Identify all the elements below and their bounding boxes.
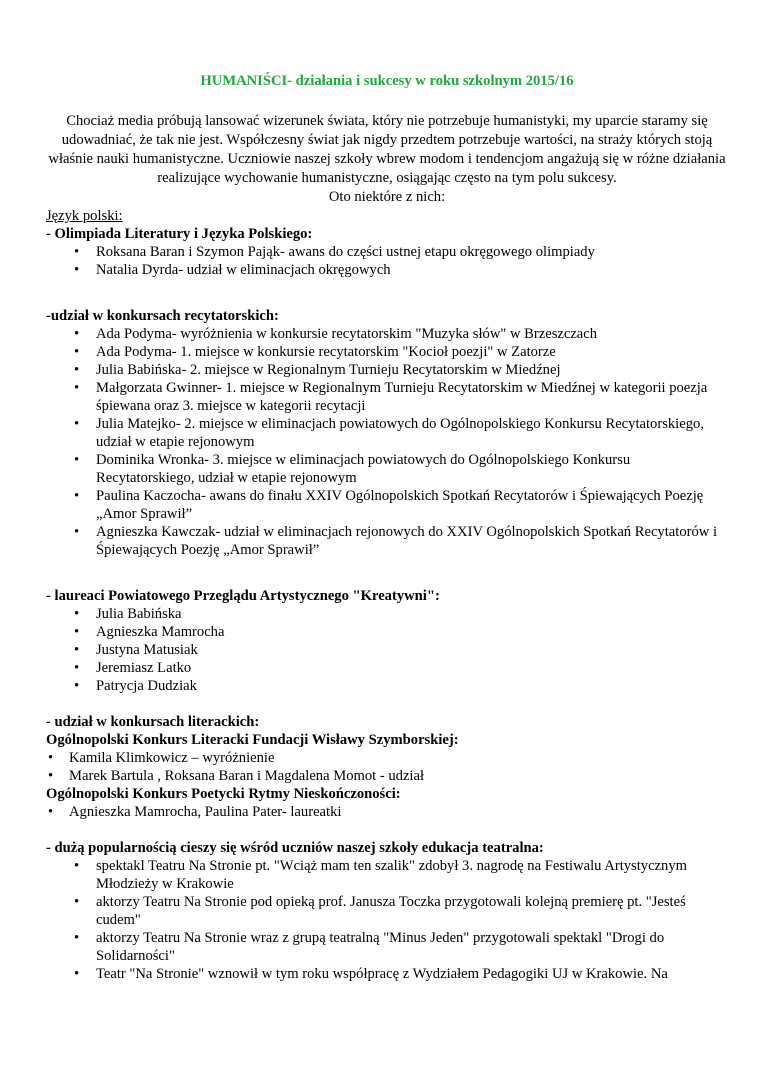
- list-item: • Kamila Klimkowicz – wyróżnienie: [46, 749, 728, 767]
- document-title: HUMANIŚCI- działania i sukcesy w roku szkolnym 2015/16: [200, 73, 574, 89]
- list-item: • Paulina Kaczocha- awans do finału XXIV Ogólnopolskich Spotkań Recytatorów i Śpiewających Poezję „Amor Sprawił”: [46, 487, 728, 523]
- intro-last-line: Oto niektóre z nich:: [328, 189, 446, 205]
- list-item: • Agnieszka Mamrocha: [46, 623, 728, 641]
- list-item: • aktorzy Teatru Na Stronie pod opieką prof. Janusza Toczka przygotowali kolejną premierę pt. "Jesteś cudem": [46, 893, 728, 929]
- laureates-heading: - laureaci Powiatowego Przeglądu Artystycznego "Kreatywni":: [46, 588, 440, 604]
- recitation-heading: -udział w konkursach recytatorskich:: [46, 308, 279, 324]
- laureates-list: [46, 605, 728, 695]
- recitation-list: [46, 325, 728, 559]
- list-item: • Ada Podyma- 1. miejsce w konkursie recytatorskim "Kocioł poezji" w Zatorze: [46, 343, 728, 361]
- list-item: • Julia Babińska: [46, 605, 728, 623]
- list-item: • Natalia Dyrda- udział w eliminacjach okręgowych: [46, 261, 728, 279]
- list-item: • Julia Babińska- 2. miejsce w Regionalnym Turnieju Recytatorskim w Miedźnej: [46, 361, 728, 379]
- list-item: • Julia Matejko- 2. miejsce w eliminacjach powiatowych do Ogólnopolskiego Konkursu Recytatorskiego, udział w etapie rejonowym: [46, 415, 728, 451]
- list-item: • Marek Bartula , Roksana Baran i Magdalena Momot - udział: [46, 767, 728, 785]
- list-item: • Jeremiasz Latko: [46, 659, 728, 677]
- olympiad-list: [46, 243, 728, 279]
- document-page: [0, 72, 768, 1066]
- list-item: • Dominika Wronka- 3. miejsce w eliminacjach powiatowych do Ogólnopolskiego Konkursu Recytatorskiego, udział w etapie rejonowym: [46, 451, 728, 487]
- list-item: • Agnieszka Mamrocha, Paulina Pater- laureatki: [46, 803, 728, 821]
- literary-heading: - udział w konkursach literackich:: [46, 714, 260, 730]
- literary-contest-1: Ogólnopolski Konkurs Literacki Fundacji Wisławy Szymborskiej:: [46, 732, 459, 748]
- list-item: • Teatr "Na Stronie" wznowił w tym roku współpracę z Wydziałem Pedagogiki UJ w Krakowie. Na: [46, 965, 728, 983]
- intro-text: Chociaż media próbują lansować wizerunek świata, który nie potrzebuje humanistyki, my uparcie staramy się udowadniać, że tak nie jest. Współczesny świat jak nigdy przedtem potrzebuje wartości, na straży których stoją właśnie nauki humanistyczne. Uczniowie naszej szkoły wbrew modom i tendencjom angażują się w różne działania realizujące wychowanie humanistyczne, osiągając często na tym polu sukcesy.: [48, 113, 726, 186]
- list-item: • spektakl Teatru Na Stronie pt. "Wciąż mam ten szalik" zdobył 3. nagrodę na Festiwalu Artystycznym Młodzieży w Krakowie: [46, 857, 728, 893]
- subject-heading: Język polski:: [46, 208, 123, 224]
- list-item: • Justyna Matusiak: [46, 641, 728, 659]
- theatre-list: [46, 857, 728, 983]
- list-item: • Ada Podyma- wyróżnienia w konkursie recytatorskim "Muzyka słów" w Brzeszczach: [46, 325, 728, 343]
- literary-contest-2-list: [46, 803, 728, 821]
- list-item: • aktorzy Teatru Na Stronie wraz z grupą teatralną "Minus Jeden" przygotowali spektakl "Drogi do Solidarności": [46, 929, 728, 965]
- list-item: • Patrycja Dudziak: [46, 677, 728, 695]
- literary-contest-2: Ogólnopolski Konkurs Poetycki Rytmy Nieskończoności:: [46, 786, 401, 802]
- olympiad-heading: - Olimpiada Literatury i Języka Polskiego:: [46, 226, 313, 242]
- list-item: • Roksana Baran i Szymon Pająk- awans do części ustnej etapu okręgowego olimpiady: [46, 243, 728, 261]
- intro-paragraph: [46, 112, 728, 207]
- list-item: • Małgorzata Gwinner- 1. miejsce w Regionalnym Turnieju Recytatorskim w Miedźnej w kategorii poezja śpiewana oraz 3. miejsce w kategorii recytacji: [46, 379, 728, 415]
- theatre-heading: - dużą popularnością cieszy się wśród uczniów naszej szkoły edukacja teatralna:: [46, 840, 544, 856]
- literary-contest-1-list: [46, 749, 728, 785]
- list-item: • Agnieszka Kawczak- udział w eliminacjach rejonowych do XXIV Ogólnopolskich Spotkań Recytatorów i Śpiewających Poezję „Amor Sprawił”: [46, 523, 728, 559]
